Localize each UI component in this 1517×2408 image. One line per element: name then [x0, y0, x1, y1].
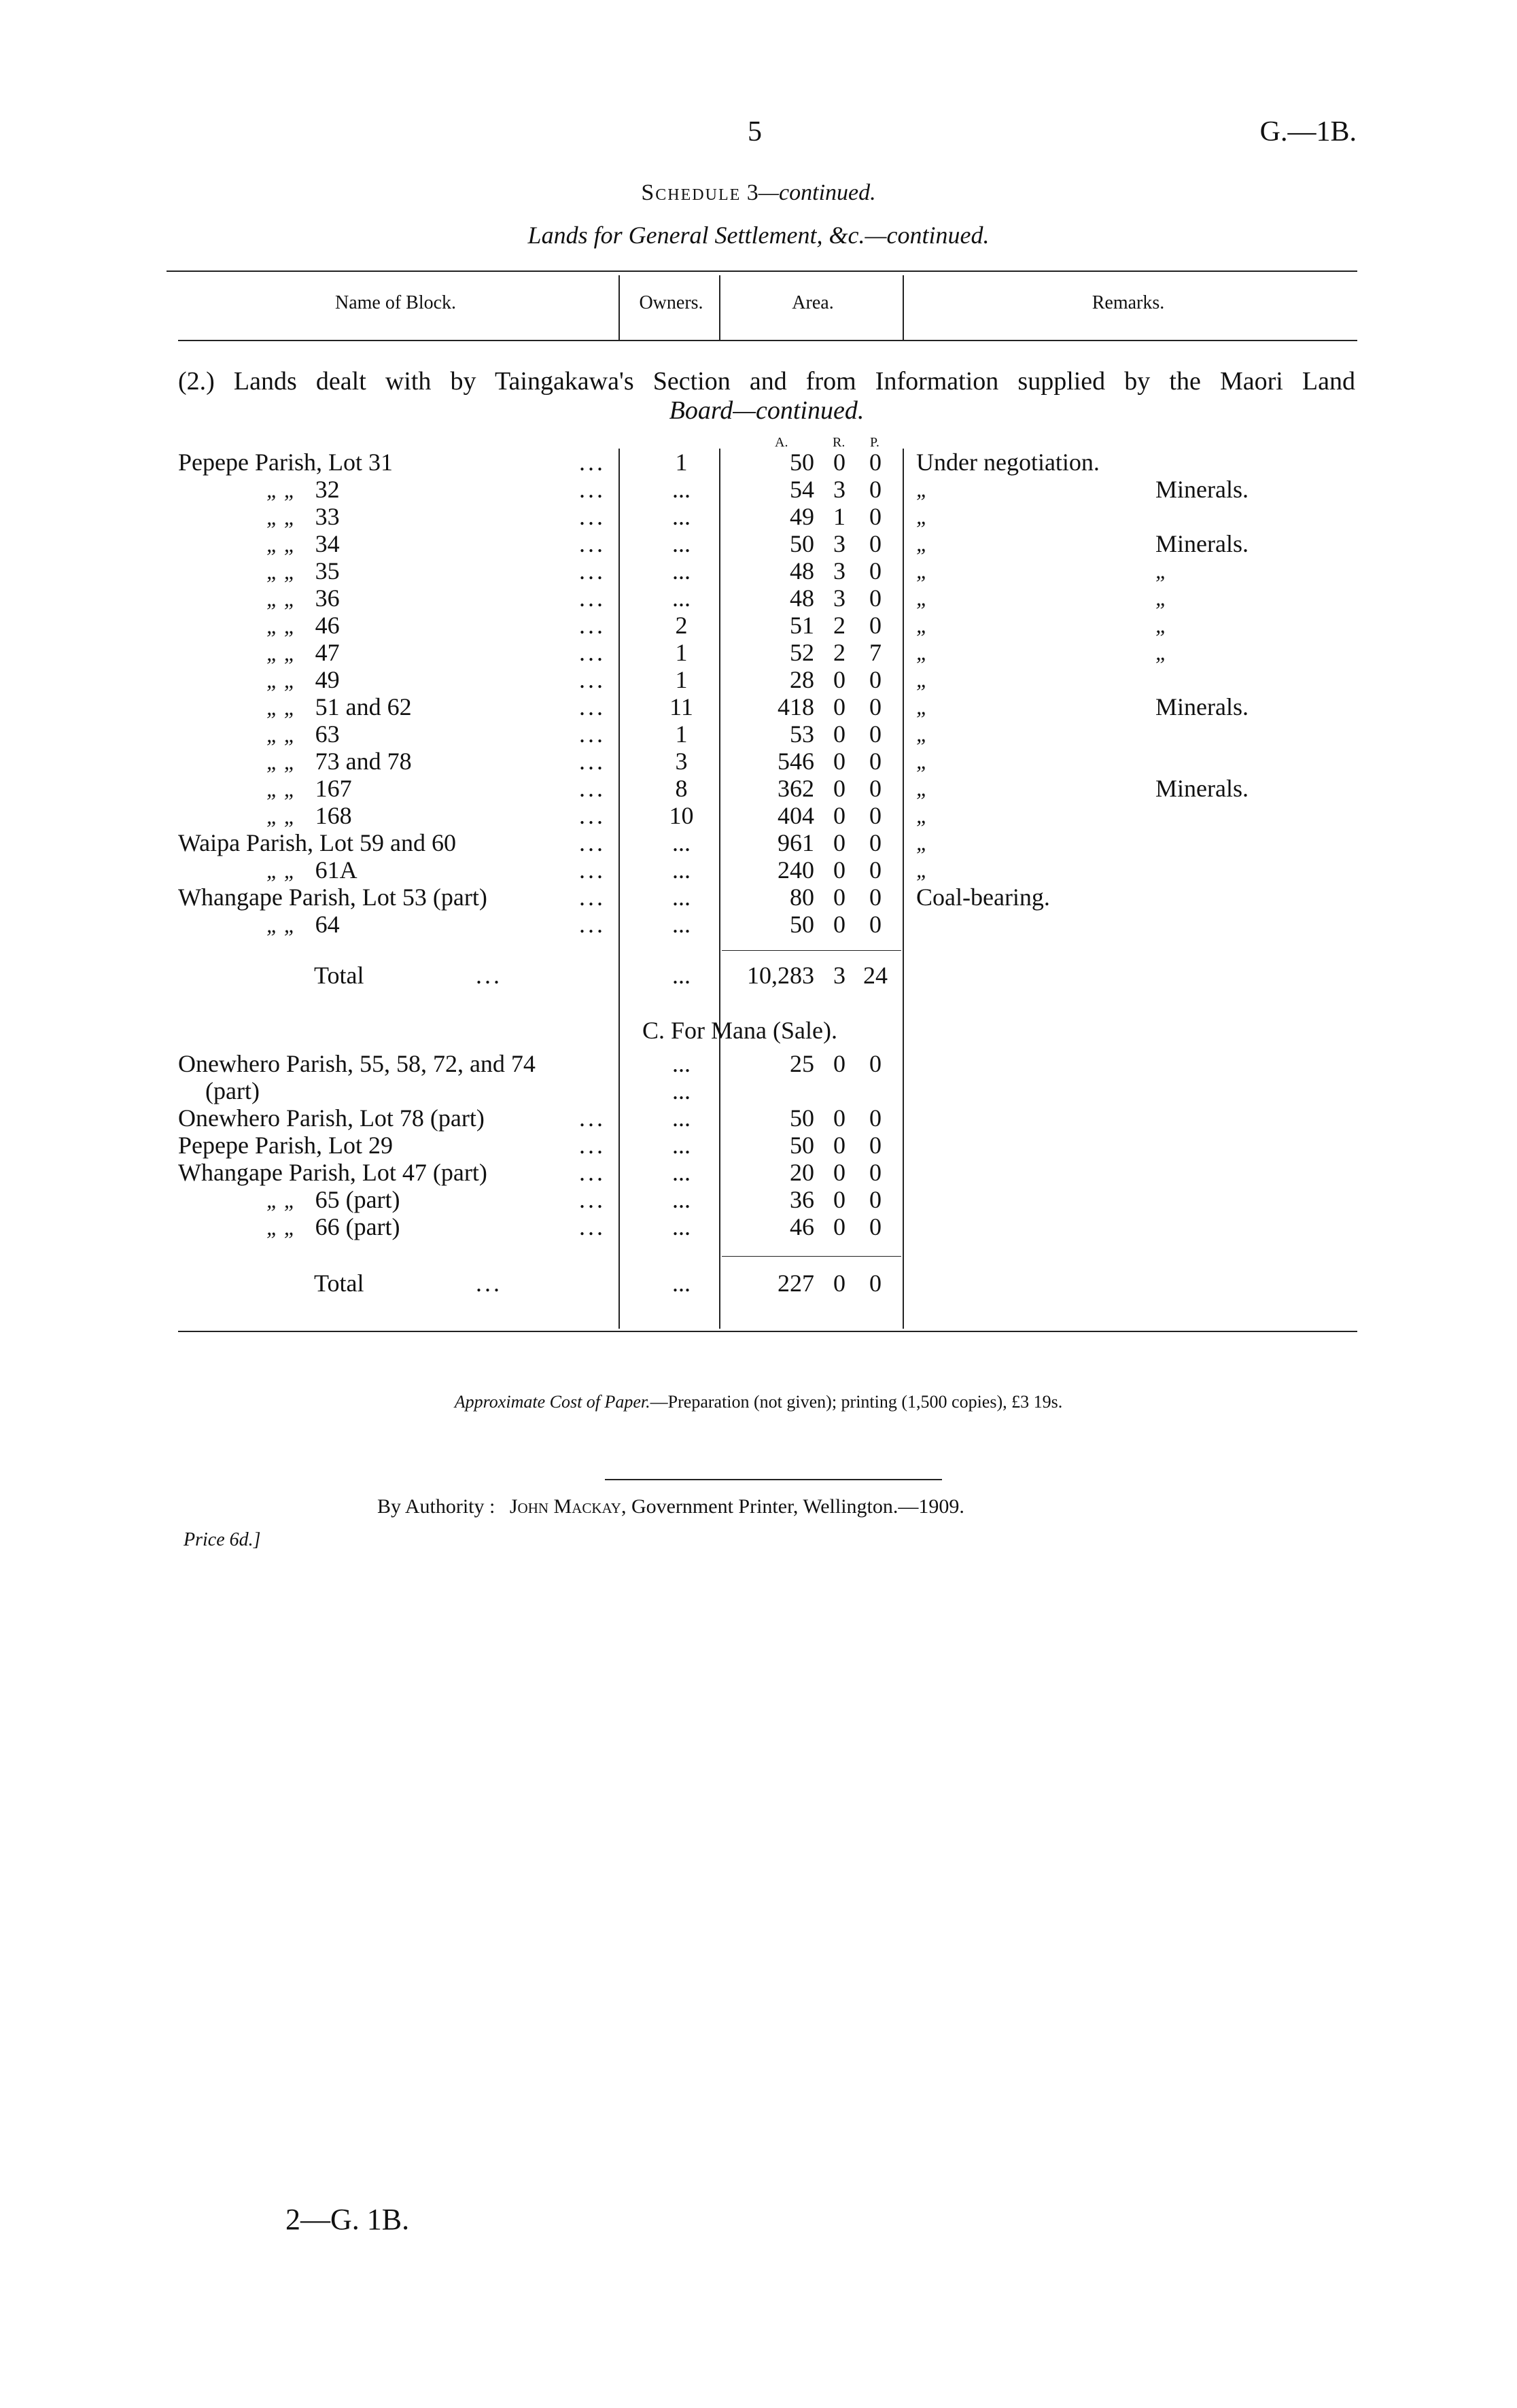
leader-dots: ... — [579, 856, 606, 884]
roods-cell: 3 — [833, 584, 845, 612]
cost-text: —Preparation (not given); printing (1,500 copies), £3 19s. — [650, 1392, 1063, 1412]
leader-dots: ... — [579, 503, 606, 530]
leader-dots: ... — [579, 584, 606, 612]
roods-cell: 3 — [833, 530, 845, 557]
owners-cell: 10 — [669, 802, 694, 829]
section-heading: (2.) Lands dealt with by Taingakawa's Section and from Information supplied by the Maori Land — [178, 367, 1355, 396]
header-remarks: Remarks. — [1092, 292, 1165, 313]
price: Price 6d.] — [184, 1529, 261, 1550]
block-name — [178, 476, 613, 503]
remark-cell: „ — [916, 613, 928, 638]
owners-cell: ... — [672, 1077, 691, 1104]
perches-cell: 0 — [869, 748, 882, 775]
authority-line — [377, 1495, 964, 1518]
block-name — [178, 666, 613, 693]
acres-cell: 50 — [790, 911, 814, 938]
cost-of-paper — [0, 1392, 1517, 1412]
mana-heading: C. For Mana (Sale). — [642, 1017, 837, 1044]
owners-cell: ... — [672, 557, 691, 584]
remark-cell: „ — [916, 831, 928, 855]
owners-cell: ... — [672, 1270, 691, 1297]
owners-cell: ... — [672, 1159, 691, 1186]
leader-dots: ... — [579, 748, 606, 775]
perches-cell: 0 — [869, 720, 882, 748]
note-cell: „ — [1155, 586, 1168, 610]
block-name-text: 63 — [315, 720, 340, 748]
leader-dots: ... — [579, 829, 606, 856]
schedule-subtitle — [0, 221, 1517, 249]
block-name — [178, 720, 613, 748]
block-name-text: Pepepe Parish, Lot 29 — [178, 1132, 393, 1159]
block-name-text: 46 — [315, 612, 340, 639]
acres-cell: 25 — [790, 1050, 814, 1077]
roods-cell: 2 — [833, 639, 845, 666]
block-name-text: 33 — [315, 503, 340, 530]
block-name-text: Pepepe Parish, Lot 31 — [178, 449, 393, 476]
ditto-mark: „ „ — [266, 478, 296, 502]
roods-cell: 0 — [833, 693, 845, 720]
owners-cell: 1 — [675, 639, 688, 666]
owners-cell: 11 — [669, 693, 693, 720]
leader-dots: ... — [579, 666, 606, 693]
leader-dots: ... — [476, 962, 502, 989]
perches-cell: 7 — [869, 639, 882, 666]
block-name-text: 47 — [315, 639, 340, 666]
roods-cell: 0 — [833, 829, 845, 856]
block-name — [178, 1186, 613, 1213]
block-name — [178, 612, 613, 639]
unit-roods: R. — [833, 435, 845, 450]
leader-dots: ... — [579, 1104, 606, 1132]
remark-cell: „ — [916, 695, 928, 719]
acres-cell: 10,283 — [747, 962, 814, 989]
ditto-mark: „ „ — [266, 559, 296, 584]
block-name — [178, 449, 613, 476]
leader-dots: ... — [579, 449, 606, 476]
header-divider — [903, 275, 904, 340]
owners-cell: ... — [672, 584, 691, 612]
block-name — [178, 639, 613, 666]
roods-cell: 0 — [833, 1159, 845, 1186]
ditto-mark: „ „ — [266, 641, 296, 665]
acres-cell: 52 — [790, 639, 814, 666]
owners-cell: ... — [672, 1050, 691, 1077]
block-name — [178, 503, 613, 530]
owners-cell: ... — [672, 530, 691, 557]
ditto-mark: „ „ — [266, 858, 296, 883]
note-cell: Minerals. — [1155, 775, 1249, 802]
header-area: Area. — [792, 292, 834, 313]
roods-cell: 1 — [833, 503, 845, 530]
roods-cell: 0 — [833, 911, 845, 938]
ditto-mark: „ „ — [266, 722, 296, 747]
leader-dots: ... — [579, 911, 606, 938]
owners-cell: 1 — [675, 666, 688, 693]
note-cell: „ — [1155, 559, 1168, 583]
ditto-mark: „ „ — [266, 668, 296, 693]
acres-cell: 961 — [778, 829, 814, 856]
perches-cell: 24 — [863, 962, 888, 989]
perches-cell: 0 — [869, 557, 882, 584]
owners-cell: 1 — [675, 720, 688, 748]
block-name-text: 66 (part) — [315, 1213, 400, 1240]
acres-cell: 28 — [790, 666, 814, 693]
owners-cell: ... — [672, 1132, 691, 1159]
cost-label: Approximate Cost of Paper. — [454, 1392, 650, 1412]
owners-cell: ... — [672, 856, 691, 884]
remark-cell: „ — [916, 531, 928, 556]
schedule-title — [0, 180, 1517, 206]
column-rule-owners — [618, 449, 620, 1329]
remark-cell: „ — [916, 586, 928, 610]
document-reference: G.—1B. — [1259, 116, 1357, 147]
table-top-rule — [167, 271, 1357, 272]
roods-cell: 0 — [833, 1213, 845, 1240]
remark-cell: „ — [916, 559, 928, 583]
leader-dots: ... — [579, 1132, 606, 1159]
acres-cell: 36 — [790, 1186, 814, 1213]
roods-cell: 0 — [833, 748, 845, 775]
acres-cell: 418 — [778, 693, 814, 720]
perches-cell: 0 — [869, 775, 882, 802]
block-name-text: 73 and 78 — [315, 748, 412, 775]
block-name — [178, 1159, 613, 1186]
owners-cell: ... — [672, 962, 691, 989]
roods-cell: 0 — [833, 1186, 845, 1213]
roods-cell: 2 — [833, 612, 845, 639]
perches-cell: 0 — [869, 476, 882, 503]
leader-dots: ... — [579, 476, 606, 503]
block-name-text: Waipa Parish, Lot 59 and 60 — [178, 829, 457, 856]
roods-cell: 3 — [833, 962, 845, 989]
block-name-text: Whangape Parish, Lot 53 (part) — [178, 884, 487, 911]
roods-cell: 0 — [833, 884, 845, 911]
leader-dots: ... — [579, 693, 606, 720]
block-name-text: 51 and 62 — [315, 693, 412, 720]
block-name — [178, 856, 613, 884]
acres-cell: 80 — [790, 884, 814, 911]
roods-cell: 0 — [833, 856, 845, 884]
remark-cell: „ — [916, 667, 928, 692]
block-name-text: 168 — [315, 802, 352, 829]
header-bottom-rule — [178, 340, 1357, 341]
roods-cell: 0 — [833, 1270, 845, 1297]
total-label: Total — [314, 1270, 364, 1297]
remark-cell: „ — [916, 749, 928, 773]
block-name-text: 34 — [315, 530, 340, 557]
ditto-mark: „ „ — [266, 1188, 296, 1212]
ditto-mark: „ „ — [266, 804, 296, 828]
leader-dots: ... — [579, 1159, 606, 1186]
block-name-text: Onewhero Parish, Lot 78 (part) — [178, 1104, 485, 1132]
ditto-mark: „ „ — [266, 750, 296, 774]
schedule-suffix: —continued. — [758, 180, 876, 205]
printer-name: John Mackay — [509, 1495, 621, 1518]
perches-cell: 0 — [869, 1159, 882, 1186]
leader-dots: ... — [579, 1186, 606, 1213]
perches-cell: 0 — [869, 1104, 882, 1132]
block-name-text: 35 — [315, 557, 340, 584]
ditto-mark: „ „ — [266, 587, 296, 611]
owners-cell: ... — [672, 503, 691, 530]
block-name — [178, 1104, 613, 1132]
column-rule-remarks — [903, 449, 904, 1329]
acres-cell: 362 — [778, 775, 814, 802]
perches-cell: 0 — [869, 449, 882, 476]
block-name-text: 65 (part) — [315, 1186, 400, 1213]
roods-cell: 0 — [833, 1132, 845, 1159]
perches-cell: 0 — [869, 829, 882, 856]
leader-dots: ... — [579, 639, 606, 666]
header-divider — [618, 275, 620, 340]
acres-cell: 20 — [790, 1159, 814, 1186]
acres-cell: 48 — [790, 557, 814, 584]
ditto-mark: „ „ — [266, 614, 296, 638]
perches-cell: 0 — [869, 666, 882, 693]
acres-cell: 227 — [778, 1270, 814, 1297]
owners-cell: ... — [672, 476, 691, 503]
block-name — [178, 1213, 613, 1240]
ditto-mark: „ „ — [266, 777, 296, 801]
perches-cell: 0 — [869, 1186, 882, 1213]
total-rule-c — [722, 1256, 901, 1257]
printer-details: , Government Printer, Wellington.—1909. — [621, 1495, 964, 1518]
block-name — [178, 584, 613, 612]
page-number: 5 — [748, 116, 762, 147]
owners-cell: 3 — [675, 748, 688, 775]
leader-dots: ... — [579, 530, 606, 557]
roods-cell: 0 — [833, 802, 845, 829]
block-name-text: (part) — [205, 1077, 260, 1104]
block-name-text: 61A — [315, 856, 358, 884]
block-name — [178, 693, 613, 720]
acres-cell: 50 — [790, 1104, 814, 1132]
roods-cell: 0 — [833, 666, 845, 693]
block-name — [178, 775, 613, 802]
unit-acres: A. — [775, 435, 788, 450]
subtitle-text: Lands for General Settlement, &c.—continued. — [527, 222, 990, 249]
header-divider — [719, 275, 720, 340]
perches-cell: 0 — [869, 1050, 882, 1077]
block-name — [178, 884, 613, 911]
roods-cell: 0 — [833, 775, 845, 802]
ditto-mark: „ „ — [266, 913, 296, 937]
acres-cell: 50 — [790, 530, 814, 557]
owners-cell: ... — [672, 911, 691, 938]
perches-cell: 0 — [869, 503, 882, 530]
leader-dots: ... — [579, 1213, 606, 1240]
block-name — [178, 829, 613, 856]
perches-cell: 0 — [869, 1213, 882, 1240]
leader-dots: ... — [476, 1270, 502, 1297]
remark-cell: „ — [916, 640, 928, 665]
table-bottom-rule — [178, 1331, 1357, 1332]
block-name — [178, 748, 613, 775]
block-name — [178, 802, 613, 829]
leader-dots: ... — [579, 612, 606, 639]
owners-cell: ... — [672, 1186, 691, 1213]
header-owners: Owners. — [639, 292, 703, 313]
note-cell: Minerals. — [1155, 693, 1249, 720]
block-name-text: 36 — [315, 584, 340, 612]
perches-cell: 0 — [869, 911, 882, 938]
total-label: Total — [314, 962, 364, 989]
authority-rule — [605, 1479, 942, 1480]
owners-cell: ... — [672, 829, 691, 856]
schedule-label: Schedule — [641, 180, 742, 205]
remark-cell: „ — [916, 477, 928, 502]
roods-cell: 0 — [833, 1050, 845, 1077]
ditto-mark: „ „ — [266, 532, 296, 557]
roods-cell: 3 — [833, 557, 845, 584]
perches-cell: 0 — [869, 693, 882, 720]
owners-cell: ... — [672, 1104, 691, 1132]
owners-cell: 2 — [675, 612, 688, 639]
remark-cell: „ — [916, 776, 928, 801]
acres-cell: 50 — [790, 449, 814, 476]
perches-cell: 0 — [869, 884, 882, 911]
ditto-mark: „ „ — [266, 1215, 296, 1240]
remark-cell: „ — [916, 722, 928, 746]
note-cell: „ — [1155, 640, 1168, 665]
block-name — [178, 1077, 613, 1104]
perches-cell: 0 — [869, 1132, 882, 1159]
block-name-text: 167 — [315, 775, 352, 802]
acres-cell: 49 — [790, 503, 814, 530]
perches-cell: 0 — [869, 584, 882, 612]
perches-cell: 0 — [869, 1270, 882, 1297]
header-name: Name of Block. — [334, 292, 457, 313]
authority-label: By Authority : — [377, 1495, 495, 1518]
owners-cell: 1 — [675, 449, 688, 476]
note-cell: „ — [1155, 613, 1168, 638]
acres-cell: 54 — [790, 476, 814, 503]
note-cell: Minerals. — [1155, 530, 1249, 557]
leader-dots: ... — [579, 884, 606, 911]
block-name-text: 32 — [315, 476, 340, 503]
acres-cell: 404 — [778, 802, 814, 829]
unit-perches: P. — [870, 435, 879, 450]
note-cell: Minerals. — [1155, 476, 1249, 503]
roods-cell: 0 — [833, 449, 845, 476]
leader-dots: ... — [579, 775, 606, 802]
acres-cell: 46 — [790, 1213, 814, 1240]
remark-cell: Under negotiation. — [916, 449, 1100, 476]
acres-cell: 51 — [790, 612, 814, 639]
perches-cell: 0 — [869, 530, 882, 557]
roods-cell: 0 — [833, 720, 845, 748]
remark-cell: Coal-bearing. — [916, 884, 1050, 911]
leader-dots: ... — [579, 720, 606, 748]
perches-cell: 0 — [869, 612, 882, 639]
schedule-number: 3 — [746, 180, 758, 205]
block-name — [178, 1132, 613, 1159]
leader-dots: ... — [579, 557, 606, 584]
roods-cell: 3 — [833, 476, 845, 503]
block-name — [178, 1050, 613, 1077]
block-name-text: 64 — [315, 911, 340, 938]
acres-cell: 50 — [790, 1132, 814, 1159]
acres-cell: 48 — [790, 584, 814, 612]
perches-cell: 0 — [869, 856, 882, 884]
block-name-text: Onewhero Parish, 55, 58, 72, and 74 — [178, 1050, 536, 1077]
acres-cell: 240 — [778, 856, 814, 884]
perches-cell: 0 — [869, 802, 882, 829]
leader-dots: ... — [579, 802, 606, 829]
owners-cell: ... — [672, 884, 691, 911]
total-rule-a — [722, 950, 901, 951]
block-name-text: 49 — [315, 666, 340, 693]
owners-cell: 8 — [675, 775, 688, 802]
roods-cell: 0 — [833, 1104, 845, 1132]
ditto-mark: „ „ — [266, 505, 296, 529]
block-name-text: Whangape Parish, Lot 47 (part) — [178, 1159, 487, 1186]
remark-cell: „ — [916, 858, 928, 882]
owners-cell: ... — [672, 1213, 691, 1240]
block-name — [178, 557, 613, 584]
ditto-mark: „ „ — [266, 695, 296, 720]
page-signature: 2—G. 1B. — [285, 2203, 410, 2236]
acres-cell: 546 — [778, 748, 814, 775]
remark-cell: „ — [916, 504, 928, 529]
remark-cell: „ — [916, 803, 928, 828]
section-heading-cont-text: Board—continued. — [669, 396, 865, 425]
acres-cell: 53 — [790, 720, 814, 748]
section-heading-cont — [178, 396, 1355, 425]
block-name — [178, 530, 613, 557]
block-name — [178, 911, 613, 938]
